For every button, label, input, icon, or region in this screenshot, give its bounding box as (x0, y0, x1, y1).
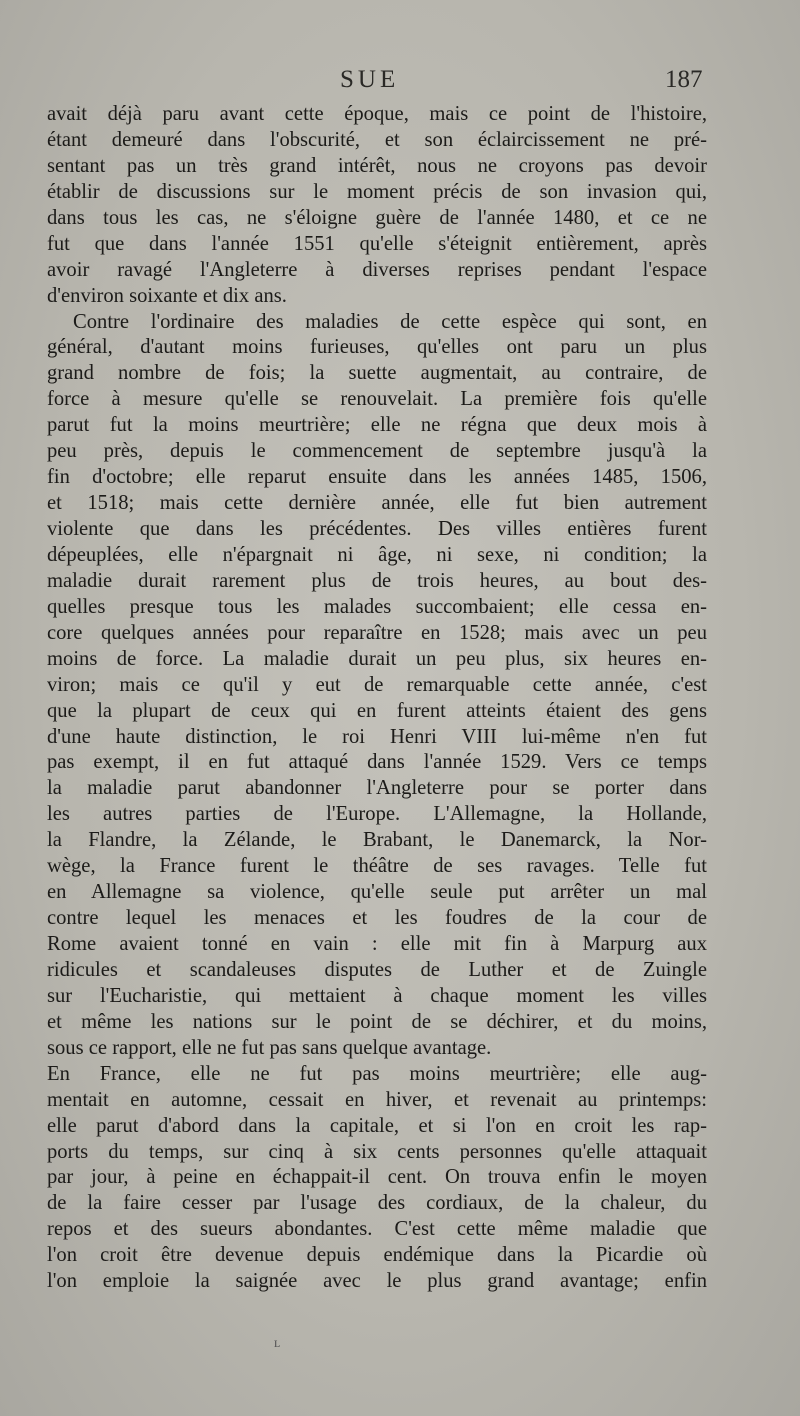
text-line: moins de force. La maladie durait un peu plus, six heures en- (47, 647, 707, 670)
text-line: par jour, à peine en échappait-il cent. On trouva enfin le moyen (47, 1166, 707, 1189)
page-header (0, 66, 800, 102)
text-line: elle parut d'abord dans la capitale, et si l'on en croit les rap- (47, 1114, 707, 1137)
text-line: d'une haute distinction, le roi Henri VIII lui-même n'en fut (47, 725, 707, 748)
text-line: wège, la France furent le théâtre de ses ravages. Telle fut (47, 855, 707, 878)
text-line: grand nombre de fois; la suette augmentait, au contraire, de (47, 362, 707, 385)
text-line: ridicules et scandaleuses disputes de Luther et de Zuingle (47, 958, 707, 981)
text-line: maladie durait rarement plus de trois heures, au bout des- (47, 569, 707, 592)
text-line: la Flandre, la Zélande, le Brabant, le Danemarck, la Nor- (47, 829, 707, 852)
text-line: parut fut la moins meurtrière; elle ne régna que deux mois à (47, 414, 707, 437)
text-line: sur l'Eucharistie, qui mettaient à chaque moment les villes (47, 984, 707, 1007)
running-title: SUE (340, 66, 400, 93)
text-line: mentait en automne, cessait en hiver, et revenait au printemps: (47, 1088, 707, 1111)
text-line: quelles presque tous les malades succombaient; elle cessa en- (47, 595, 707, 618)
text-line: établir de discussions sur le moment précis de son invasion qui, (47, 180, 707, 203)
text-line: l'on croit être devenue depuis endémique dans la Picardie où (47, 1244, 707, 1267)
text-line: étant demeuré dans l'obscurité, et son éclaircissement ne pré- (47, 128, 707, 151)
page-number: 187 (665, 66, 703, 93)
text-line: ports du temps, sur cinq à six cents personnes qu'elle attaquait (47, 1140, 707, 1163)
text-line: sentant pas un très grand intérêt, nous ne croyons pas devoir (47, 154, 707, 177)
printer-mark: ʟ (274, 1336, 281, 1351)
text-line: viron; mais ce qu'il y eut de remarquable cette année, c'est (47, 673, 707, 696)
text-line: repos et des sueurs abondantes. C'est cette même maladie que (47, 1218, 707, 1241)
text-line: pas exempt, il en fut attaqué dans l'année 1529. Vers ce temps (47, 751, 707, 774)
text-line: avoir ravagé l'Angleterre à diverses reprises pendant l'espace (47, 258, 707, 281)
text-line: Rome avaient tonné en vain : elle mit fin à Marpurg aux (47, 933, 707, 955)
text-line: peu près, depuis le commencement de septembre jusqu'à la (47, 440, 707, 463)
text-line: de la faire cesser par l'usage des cordiaux, de la chaleur, du (47, 1192, 707, 1215)
text-line: fut que dans l'année 1551 qu'elle s'éteignit entièrement, après (47, 232, 707, 255)
text-line: fin d'octobre; elle reparut ensuite dans les années 1485, 1506, (47, 466, 707, 489)
text-line: force à mesure qu'elle se renouvelait. La première fois qu'elle (47, 388, 707, 411)
text-line: général, d'autant moins furieuses, qu'elles ont paru un plus (47, 336, 707, 359)
text-line: la maladie parut abandonner l'Angleterre pour se porter dans (47, 777, 707, 800)
text-line: en Allemagne sa violence, qu'elle seule put arrêter un mal (47, 881, 707, 904)
text-line: sous ce rapport, elle ne fut pas sans quelque avantage. (47, 1036, 492, 1059)
text-line: dépeuplées, elle n'épargnait ni âge, ni sexe, ni condition; la (47, 543, 707, 566)
text-line: les autres parties de l'Europe. L'Allemagne, la Hollande, (47, 803, 707, 826)
body-text (47, 102, 707, 1295)
text-line: l'on emploie la saignée avec le plus grand avantage; enfin (47, 1270, 707, 1293)
text-line: et même les nations sur le point de se déchirer, et du moins, (47, 1010, 707, 1033)
text-line: violente que dans les précédentes. Des villes entières furent (47, 518, 707, 540)
text-line: En France, elle ne fut pas moins meurtrière; elle aug- (47, 1062, 707, 1085)
text-line: dans tous les cas, ne s'éloigne guère de l'année 1480, et ce ne (47, 206, 707, 229)
text-line: avait déjà paru avant cette époque, mais ce point de l'histoire, (47, 103, 707, 125)
text-line: Contre l'ordinaire des maladies de cette espèce qui sont, en (73, 310, 707, 333)
text-line: contre lequel les menaces et les foudres de la cour de (47, 907, 707, 930)
text-line: core quelques années pour reparaître en 1528; mais avec un peu (47, 621, 707, 644)
text-line: que la plupart de ceux qui en furent atteints étaient des gens (47, 699, 707, 722)
text-line: d'environ soixante et dix ans. (47, 284, 287, 307)
text-line: et 1518; mais cette dernière année, elle fut bien autrement (47, 492, 707, 515)
